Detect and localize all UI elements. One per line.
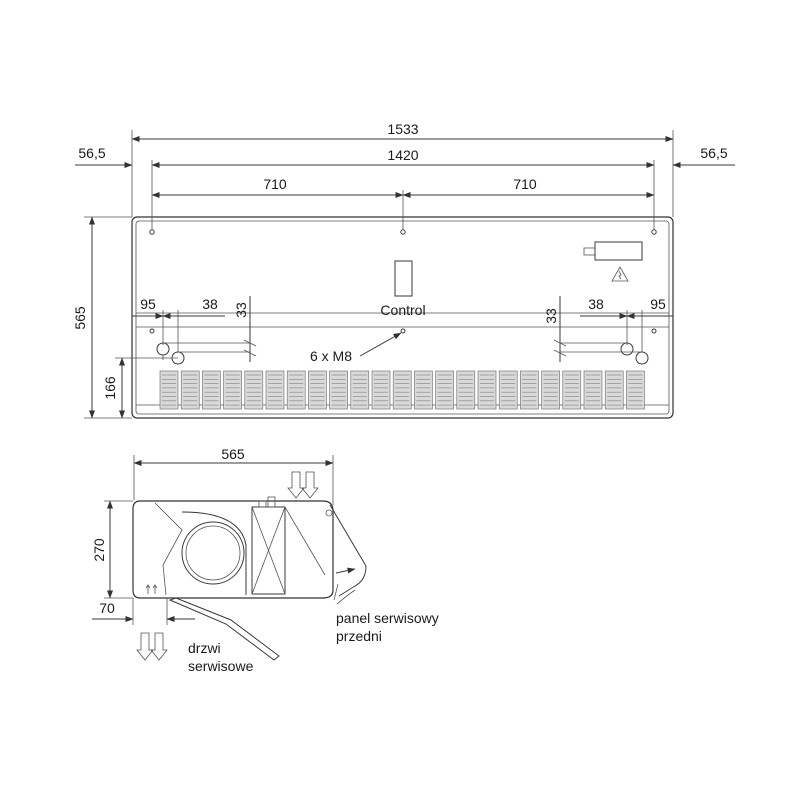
grille-module — [202, 371, 220, 409]
grille-module — [584, 371, 602, 409]
dim-label-grille-height: 166 — [102, 376, 118, 400]
airflow-out-icon — [137, 633, 167, 660]
dim-label-depth: 565 — [221, 446, 245, 462]
dim-label-mount-spacing: 1420 — [387, 147, 419, 163]
grille-module — [308, 371, 326, 409]
service-door — [170, 598, 279, 660]
grille-module — [626, 371, 644, 409]
panel-label-line2: przedni — [336, 628, 382, 644]
dim-label-height: 565 — [72, 306, 88, 330]
grille-module — [372, 371, 390, 409]
front-service-panel — [330, 505, 366, 596]
grille-module — [520, 371, 538, 409]
air-grille — [160, 371, 644, 409]
dim-label-right-pitch: 38 — [588, 296, 604, 312]
grille-module — [393, 371, 411, 409]
dim-label-half-right: 710 — [513, 176, 537, 192]
grille-module — [351, 371, 369, 409]
front-view — [72, 121, 735, 418]
dim-label-outlet: 70 — [99, 600, 115, 616]
dim-label-right-offset: 56,5 — [700, 145, 728, 161]
control-label: Control — [380, 302, 426, 318]
grille-module — [224, 371, 242, 409]
door-label-line2: serwisowe — [188, 658, 254, 674]
grille-module — [330, 371, 348, 409]
dim-label-overall-width: 1533 — [387, 121, 419, 137]
grille-module — [287, 371, 305, 409]
grille-module — [605, 371, 623, 409]
dim-label-left-offset: 56,5 — [78, 145, 106, 161]
grille-module — [478, 371, 496, 409]
grille-module — [542, 371, 560, 409]
grille-module — [414, 371, 432, 409]
dim-label-half-left: 710 — [263, 176, 287, 192]
airflow-in-icon — [288, 472, 318, 498]
bolts-label: 6 x M8 — [309, 348, 353, 364]
side-body — [133, 501, 333, 598]
grille-module — [160, 371, 178, 409]
door-label-line1: drzwi — [188, 640, 221, 656]
grille-module — [499, 371, 517, 409]
dim-label-left-pitch: 38 — [202, 296, 218, 312]
side-view — [91, 446, 439, 674]
panel-label-line1: panel serwisowy — [336, 610, 439, 626]
dim-label-right-drop: 33 — [543, 308, 559, 324]
grille-module — [245, 371, 263, 409]
grille-module — [457, 371, 475, 409]
grille-module — [181, 371, 199, 409]
grille-module — [266, 371, 284, 409]
dim-label-right-edge: 95 — [650, 296, 666, 312]
dim-label-left-edge: 95 — [140, 296, 156, 312]
grille-module — [436, 371, 454, 409]
dim-label-height-side: 270 — [91, 538, 107, 562]
dim-label-left-drop: 33 — [233, 302, 249, 318]
grille-module — [563, 371, 581, 409]
